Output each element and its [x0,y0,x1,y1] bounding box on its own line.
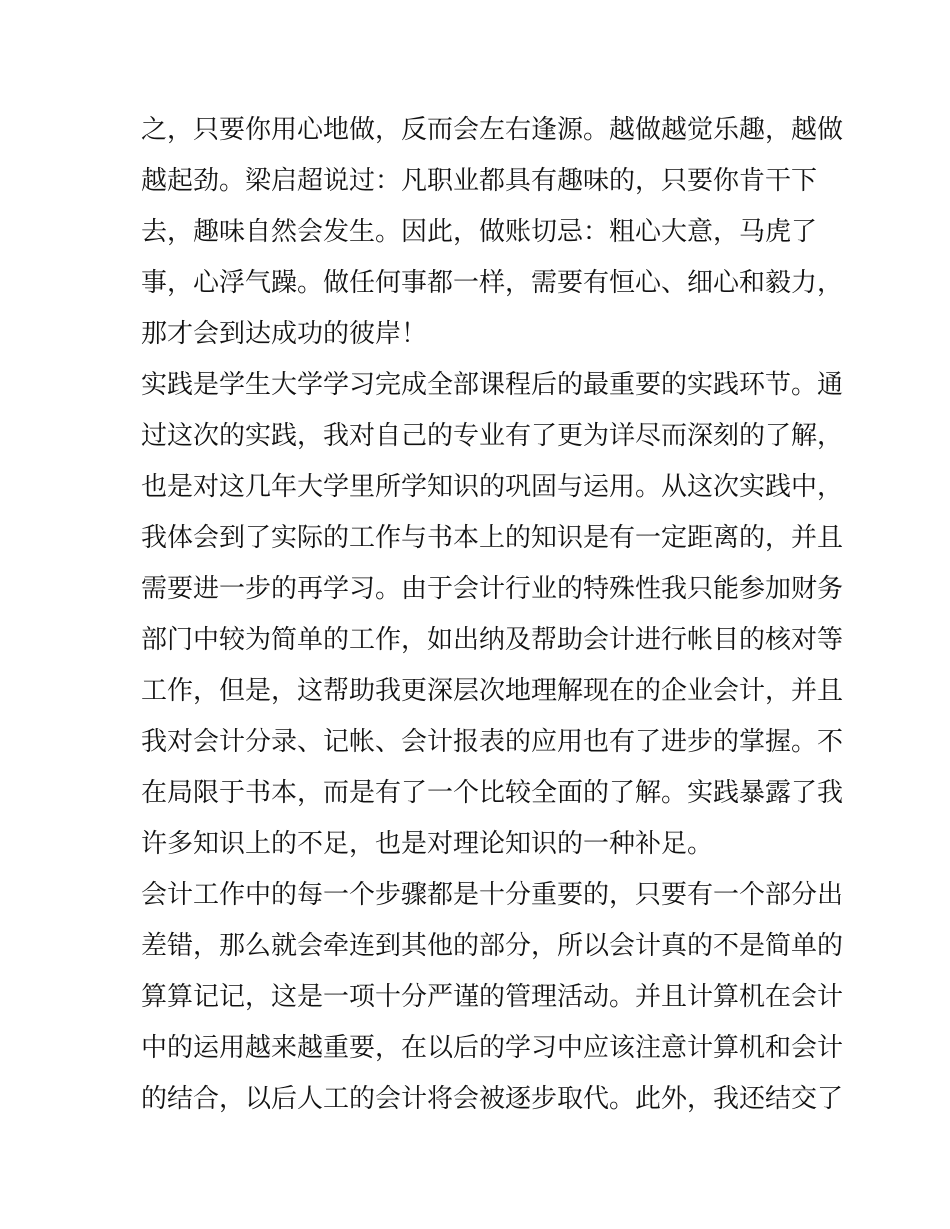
text-line-19: 中的运用越来越重要，在以后的学习中应该注意计算机和会计 [141,1033,844,1063]
text-line-9: 我体会到了实际的工作与书本上的知识是有一定距离的，并且 [141,523,844,553]
text-line-14: 在局限于书本，而是有了一个比较全面的了解。实践暴露了我 [141,778,844,808]
text-line-1: 之，只要你用心地做，反而会左右逢源。越做越觉乐趣，越做 [141,115,844,145]
text-line-8: 也是对这几年大学里所学知识的巩固与运用。从这次实践中， [141,472,844,502]
text-line-16: 会计工作中的每一个步骤都是十分重要的，只要有一个部分出 [141,880,844,910]
document-body [141,105,844,1125]
text-line-12: 工作，但是，这帮助我更深层次地理解现在的企业会计，并且 [141,676,844,706]
text-line-5: 那才会到达成功的彼岸！ [141,319,428,349]
text-line-20: 的结合，以后人工的会计将会被逐步取代。此外，我还结交了 [141,1084,844,1114]
text-line-2: 越起劲。梁启超说过：凡职业都具有趣味的，只要你肯干下 [141,166,818,196]
text-line-13: 我对会计分录、记帐、会计报表的应用也有了进步的掌握。不 [141,727,844,757]
text-line-15: 许多知识上的不足，也是对理论知识的一种补足。 [141,829,714,859]
text-line-11: 部门中较为简单的工作，如出纳及帮助会计进行帐目的核对等 [141,625,844,655]
text-line-7: 过这次的实践，我对自己的专业有了更为详尽而深刻的了解， [141,421,844,451]
text-line-10: 需要进一步的再学习。由于会计行业的特殊性我只能参加财务 [141,574,844,604]
text-line-4: 事，心浮气躁。做任何事都一样，需要有恒心、细心和毅力， [141,268,844,298]
text-line-17: 差错，那么就会牵连到其他的部分，所以会计真的不是简单的 [141,931,844,961]
text-line-3: 去，趣味自然会发生。因此，做账切忌：粗心大意，马虎了 [141,217,818,247]
text-line-18: 算算记记，这是一项十分严谨的管理活动。并且计算机在会计 [141,982,844,1012]
text-line-6: 实践是学生大学学习完成全部课程后的最重要的实践环节。通 [141,370,844,400]
